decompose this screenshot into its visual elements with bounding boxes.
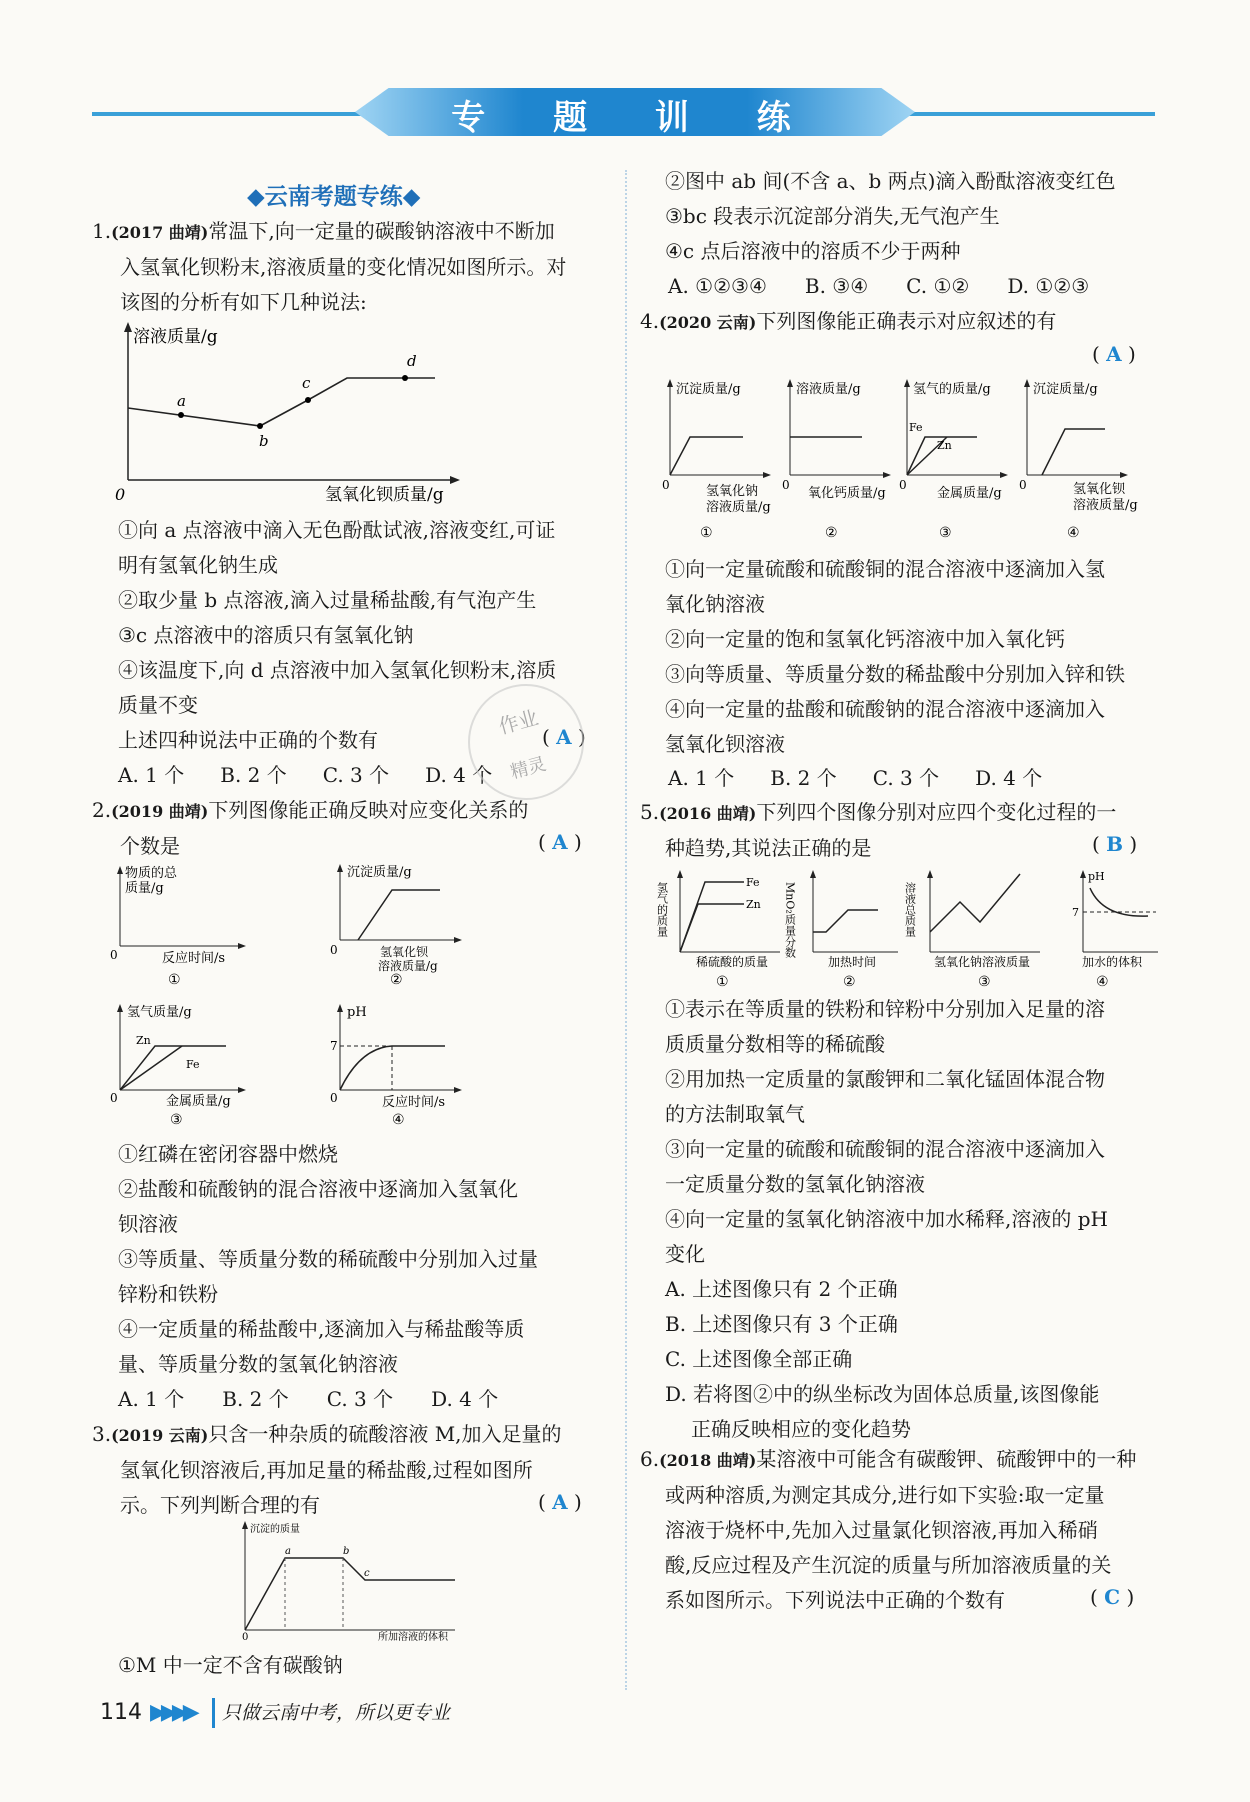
q1-answer-box: ( A ) — [542, 725, 586, 749]
q5-answer-box: ( B ) — [1092, 832, 1138, 856]
q5-source: (2016 曲靖) — [659, 804, 757, 823]
q4-options — [668, 761, 1168, 796]
q4-answer: A — [1106, 342, 1122, 366]
q2-g4-num: ④ — [392, 1112, 405, 1128]
q4-g3-ylabel: 氢气的质量/g — [913, 382, 991, 397]
q2-g1-ylabel: 质量/g — [125, 881, 164, 896]
q4-option-d: D. 4 个 — [975, 766, 1043, 790]
q5-statements — [665, 992, 1165, 1447]
q2-graph-1 — [110, 862, 260, 988]
q4-graph-4 — [1017, 375, 1142, 545]
section-title: ◆云南考题专练◆ — [247, 184, 421, 210]
q4-statement: 氢氧化钡溶液 — [665, 732, 785, 756]
svg-text:0: 0 — [1019, 478, 1027, 492]
q2-statement: ④一定质量的稀盐酸中,逐滴加入与稀盐酸等质 — [118, 1317, 525, 1341]
q1-statement: ②取少量 b 点溶液,滴入过量稀盐酸,有气泡产生 — [118, 588, 537, 612]
q5-statement: 的方法制取氧气 — [665, 1102, 805, 1126]
q2-number: 2. — [92, 798, 112, 822]
q5-g1-series-fe: Fe — [746, 876, 760, 889]
q4-statement: ④向一定量的盐酸和硫酸钠的混合溶液中逐滴加入 — [665, 697, 1105, 721]
q4-g1-xlabel2: 溶液质量/g — [706, 500, 771, 515]
q3-label-c: c — [364, 1568, 370, 1579]
q5-number: 5. — [640, 800, 660, 824]
q4-g4-xlabel2: 溶液质量/g — [1073, 498, 1138, 513]
q2-statement: ③等质量、等质量分数的稀硫酸中分别加入过量 — [118, 1247, 538, 1271]
q2-statement: 量、等质量分数的氢氧化钠溶液 — [118, 1352, 398, 1376]
q1-point-d — [402, 375, 408, 381]
q6-stem-line: 溶液于烧杯中,先加入过量氯化钡溶液,再加入稀硝 — [665, 1518, 1098, 1542]
q3-statement: ④c 点后溶液中的溶质不少于两种 — [665, 239, 961, 263]
q4-g3-xlabel: 金属质量/g — [937, 486, 1002, 501]
q5-statement: ②用加热一定质量的氯酸钾和二氧化锰固体混合物 — [665, 1067, 1105, 1091]
q2-answer: A — [552, 830, 568, 854]
page-title: 专 题 训 练 — [451, 98, 819, 138]
q5-g3-ylabel: 溶液总质量 — [903, 882, 917, 937]
q2-source: (2019 曲靖) — [111, 802, 209, 821]
q4-g3-series-fe: Fe — [909, 421, 923, 434]
q1-source: (2017 曲靖) — [111, 223, 209, 242]
q5-g2-ylabel: MnO₂质量分数 — [783, 882, 797, 958]
q5-graph-2 — [783, 868, 908, 990]
q4-graph-3 — [897, 375, 1017, 545]
q1-label-a: a — [177, 392, 186, 410]
q1-statement: 质量不变 — [118, 693, 198, 717]
q2-statements — [118, 1137, 618, 1382]
q1-stem-line: 入氢氧化钡粉末,溶液质量的变化情况如图所示。对 — [120, 255, 567, 279]
q1-stem-line: 该图的分析有如下几种说法: — [120, 290, 367, 314]
q2-graph-3 — [110, 1000, 260, 1128]
q3-xlabel: 所加溶液的体积 — [378, 1632, 448, 1643]
q4-g2-num: ② — [825, 525, 838, 541]
q3-stem-line: 示。下列判断合理的有 — [120, 1493, 320, 1517]
q4-g2-xlabel: 氧化钙质量/g — [808, 486, 886, 501]
q4-g3-series-zn: Zn — [937, 439, 952, 452]
q2-g2-ylabel: 沉淀质量/g — [347, 865, 412, 880]
q1-point-a — [178, 412, 184, 418]
q2-option-b: B. 2 个 — [222, 1387, 289, 1411]
q5-statement: 质质量分数相等的稀硫酸 — [665, 1032, 885, 1056]
q4-statement: 氧化钠溶液 — [665, 592, 765, 616]
q3-source: (2019 云南) — [111, 1426, 209, 1445]
q5-g3-num: ③ — [978, 974, 991, 990]
q4-stem-line: 下列图像能正确表示对应叙述的有 — [756, 309, 1057, 333]
q1-y-arrow — [124, 322, 132, 332]
q5-g1-num: ① — [716, 974, 729, 990]
q5-option-b: B. 上述图像只有 3 个正确 — [665, 1312, 898, 1336]
q4-graph-2 — [780, 375, 900, 545]
q5-g4-xlabel: 加水的体积 — [1082, 955, 1143, 969]
q5-graph-1 — [655, 868, 790, 990]
q3-statements-right — [665, 164, 1165, 269]
q5-graph-3 — [903, 868, 1048, 990]
q5-option-d-cont: 正确反映相应的变化趋势 — [691, 1417, 911, 1441]
q3-number: 3. — [92, 1422, 112, 1446]
page-number: 114 — [100, 1700, 142, 1725]
q1-statement: ①向 a 点溶液中滴入无色酚酞试液,溶液变红,可证 — [118, 518, 556, 542]
svg-text:0: 0 — [899, 478, 907, 492]
q2-stem-line: 下列图像能正确反映对应变化关系的 — [208, 798, 529, 822]
q2-statement: 钡溶液 — [118, 1212, 178, 1236]
footer-slogan: 只做云南中考，所以更专业 — [222, 1702, 451, 1724]
q1-label-c: c — [302, 374, 311, 392]
question-1 — [92, 214, 612, 320]
q5-answer: B — [1106, 832, 1124, 856]
q5-statement: ③向一定量的硫酸和硫酸铜的混合溶液中逐滴加入 — [665, 1137, 1105, 1161]
q2-g2-xlabel: 氢氧化钡 — [380, 945, 429, 959]
q2-statement: ②盐酸和硫酸钠的混合溶液中逐滴加入氢氧化 — [118, 1177, 518, 1201]
q5-g4-ylabel: pH — [1088, 870, 1105, 883]
q5-stem-line: 下列四个图像分别对应四个变化过程的一 — [756, 800, 1117, 824]
header-rule-right — [905, 112, 1155, 116]
q2-g2-xlabel2: 溶液质量/g — [378, 959, 438, 973]
q4-g4-ylabel: 沉淀质量/g — [1033, 382, 1098, 397]
q3-option-d: D. ①②③ — [1007, 274, 1090, 298]
q5-statement: ①表示在等质量的铁粉和锌粉中分别加入足量的溶 — [665, 997, 1105, 1021]
svg-text:0: 0 — [110, 1091, 118, 1105]
q5-g4-num: ④ — [1096, 974, 1109, 990]
column-divider — [625, 170, 627, 1690]
q2-g3-series-zn: Zn — [136, 1034, 151, 1047]
q3-statement: ①M 中一定不含有碳酸钠 — [118, 1653, 343, 1677]
q5-g1-ylabel: 氢气的质量 — [655, 882, 669, 937]
q1-ylabel: 溶液质量/g — [133, 327, 218, 347]
q5-g2-num: ② — [843, 974, 856, 990]
q4-option-b: B. 2 个 — [770, 766, 837, 790]
q1-origin: 0 — [115, 485, 126, 504]
q1-statement: ③c 点溶液中的溶质只有氢氧化钠 — [118, 623, 414, 647]
q3-option-b: B. ③④ — [804, 274, 869, 298]
q3-option-a: A. ①②③④ — [668, 274, 767, 298]
footer-arrows-icon: ▶▶▶▶ — [150, 1700, 194, 1725]
q1-x-arrow — [450, 476, 460, 484]
q2-graph-2 — [330, 860, 480, 988]
q5-option-c: C. 上述图像全部正确 — [665, 1347, 853, 1371]
q4-statement: ①向一定量硫酸和硫酸铜的混合溶液中逐滴加入氢 — [665, 557, 1105, 581]
question-4 — [640, 304, 1170, 340]
q2-g4-mark: 7 — [330, 1039, 338, 1053]
q1-option-d: D. 4 个 — [425, 763, 493, 787]
q1-statement: 上述四种说法中正确的个数有 — [118, 728, 378, 752]
q4-answer-box: ( A ) — [1092, 342, 1136, 366]
q3-answer: A — [552, 1490, 568, 1514]
q3-curve — [245, 1558, 455, 1630]
q3-graph — [240, 1520, 460, 1643]
svg-text:0: 0 — [110, 948, 118, 962]
q2-statement: ①红磷在密闭容器中燃烧 — [118, 1142, 338, 1166]
q5-g2-xlabel: 加热时间 — [828, 955, 877, 969]
q4-source: (2020 云南) — [659, 313, 757, 332]
q4-g3-num: ③ — [939, 525, 952, 541]
q4-g2-ylabel: 溶液质量/g — [796, 382, 861, 397]
q6-answer-box: ( C ) — [1090, 1585, 1135, 1609]
q5-g4-mark: 7 — [1072, 906, 1079, 919]
q6-answer: C — [1104, 1585, 1121, 1609]
q3-label-b: b — [343, 1546, 350, 1557]
q5-stem-line: 种趋势,其说法正确的是 — [665, 836, 872, 860]
q3-ylabel: 沉淀的质量 — [250, 1524, 300, 1535]
q1-graph — [115, 320, 460, 505]
q6-stem-line: 或两种溶质,为测定其成分,进行如下实验:取一定量 — [665, 1483, 1105, 1507]
q5-option-a: A. 上述图像只有 2 个正确 — [665, 1277, 898, 1301]
q3-answer-box: ( A ) — [538, 1490, 582, 1514]
q2-statement: 锌粉和铁粉 — [118, 1282, 218, 1306]
q3-statement: ②图中 ab 间(不含 a、b 两点)滴入酚酞溶液变红色 — [665, 169, 1116, 193]
watermark-text: 精灵 — [508, 753, 549, 784]
q1-answer: A — [556, 725, 572, 749]
q1-label-b: b — [259, 432, 269, 450]
q2-stem-line: 个数是 — [120, 834, 180, 858]
q4-graph-1 — [660, 375, 780, 545]
svg-text:0: 0 — [330, 1091, 338, 1105]
q4-number: 4. — [640, 309, 660, 333]
q3-label-a: a — [285, 1546, 291, 1557]
q1-point-c — [305, 397, 311, 403]
q2-option-a: A. 1 个 — [118, 1387, 185, 1411]
q4-statement: ②向一定量的饱和氢氧化钙溶液中加入氧化钙 — [665, 627, 1065, 651]
q1-option-a: A. 1 个 — [118, 763, 185, 787]
q2-g4-ylabel: pH — [347, 1005, 367, 1020]
q6-stem-line: 系如图所示。下列说法中正确的个数有 — [665, 1588, 1005, 1612]
q1-label-d: d — [407, 352, 417, 370]
q5-option-d: D. 若将图②中的纵坐标改为固体总质量,该图像能 — [665, 1382, 1100, 1406]
header-rule-left — [92, 112, 362, 116]
q2-graph-4 — [330, 1000, 480, 1128]
q3-statement: ③bc 段表示沉淀部分消失,无气泡产生 — [665, 204, 1000, 228]
q2-option-c: C. 3 个 — [326, 1387, 394, 1411]
q2-answer-box: ( A ) — [538, 830, 582, 854]
q1-stem-line: 常温下,向一定量的碳酸钠溶液中不断加 — [208, 219, 555, 243]
q5-statement: ④向一定量的氢氧化钠溶液中加水稀释,溶液的 pH — [665, 1207, 1108, 1231]
q2-options — [118, 1382, 618, 1417]
q2-g3-series-fe: Fe — [186, 1058, 200, 1071]
q6-stem-line: 某溶液中可能含有碳酸钾、硫酸钾中的一种 — [756, 1447, 1137, 1471]
q2-g2-num: ② — [390, 972, 403, 988]
q1-statement: ④该温度下,向 d 点溶液中加入氢氧化钡粉末,溶质 — [118, 658, 557, 682]
q2-g1-num: ① — [168, 972, 181, 988]
q4-option-a: A. 1 个 — [668, 766, 735, 790]
svg-text:0: 0 — [662, 478, 670, 492]
q4-statement: ③向等质量、等质量分数的稀盐酸中分别加入锌和铁 — [665, 662, 1125, 686]
svg-text:0: 0 — [782, 478, 790, 492]
q4-g4-num: ④ — [1067, 525, 1080, 541]
svg-text:0: 0 — [330, 943, 338, 957]
q1-xlabel: 氢氧化钡质量/g — [325, 485, 444, 505]
q2-g4-xlabel: 反应时间/s — [382, 1095, 446, 1110]
q4-g1-num: ① — [700, 525, 713, 541]
q2-g1-xlabel: 反应时间/s — [162, 951, 226, 966]
question-5 — [640, 795, 1170, 866]
q2-g3-num: ③ — [170, 1112, 183, 1128]
q2-option-d: D. 4 个 — [431, 1387, 499, 1411]
q6-source: (2018 曲靖) — [659, 1451, 757, 1470]
q3-options — [668, 269, 1168, 304]
q1-option-b: B. 2 个 — [220, 763, 287, 787]
q5-statement: 一定质量分数的氢氧化钠溶液 — [665, 1172, 925, 1196]
question-3 — [92, 1417, 612, 1523]
q3-stem-line: 氢氧化钡溶液后,再加足量的稀盐酸,过程如图所 — [120, 1458, 533, 1482]
question-2 — [92, 793, 612, 864]
q4-g4-xlabel: 氢氧化钡 — [1073, 482, 1126, 497]
q5-g1-series-zn: Zn — [746, 898, 761, 911]
q3-origin: 0 — [242, 1632, 249, 1643]
q2-g3-xlabel: 金属质量/g — [166, 1094, 231, 1109]
q5-statement: 变化 — [665, 1242, 705, 1266]
watermark-stamp — [468, 684, 584, 800]
q1-statement: 明有氢氧化钠生成 — [118, 553, 278, 577]
q3-option-c: C. ①② — [906, 274, 970, 298]
q6-number: 6. — [640, 1447, 660, 1471]
q1-point-b — [257, 423, 263, 429]
q4-g1-xlabel: 氢氧化钠 — [706, 484, 759, 499]
q3-stem-line: 只含一种杂质的硫酸溶液 M,加入足量的 — [208, 1422, 562, 1446]
q4-statements — [665, 552, 1165, 762]
q2-g3-ylabel: 氢气质量/g — [127, 1005, 192, 1020]
q1-number: 1. — [92, 219, 112, 243]
q2-g1-ylabel: 物质的总 — [125, 866, 178, 881]
q5-g3-xlabel: 氢氧化钠溶液质量 — [934, 955, 1031, 969]
footer-bar — [212, 1698, 215, 1728]
q5-graph-4 — [1048, 868, 1163, 990]
q5-g1-xlabel: 稀硫酸的质量 — [696, 955, 769, 969]
watermark-text: 作业 — [495, 705, 541, 739]
q6-stem-line: 酸,反应过程及产生沉淀的质量与所加溶液质量的关 — [665, 1553, 1112, 1577]
q4-g1-ylabel: 沉淀质量/g — [676, 382, 741, 397]
q4-option-c: C. 3 个 — [872, 766, 940, 790]
q1-curve — [128, 378, 435, 426]
q1-option-c: C. 3 个 — [322, 763, 390, 787]
